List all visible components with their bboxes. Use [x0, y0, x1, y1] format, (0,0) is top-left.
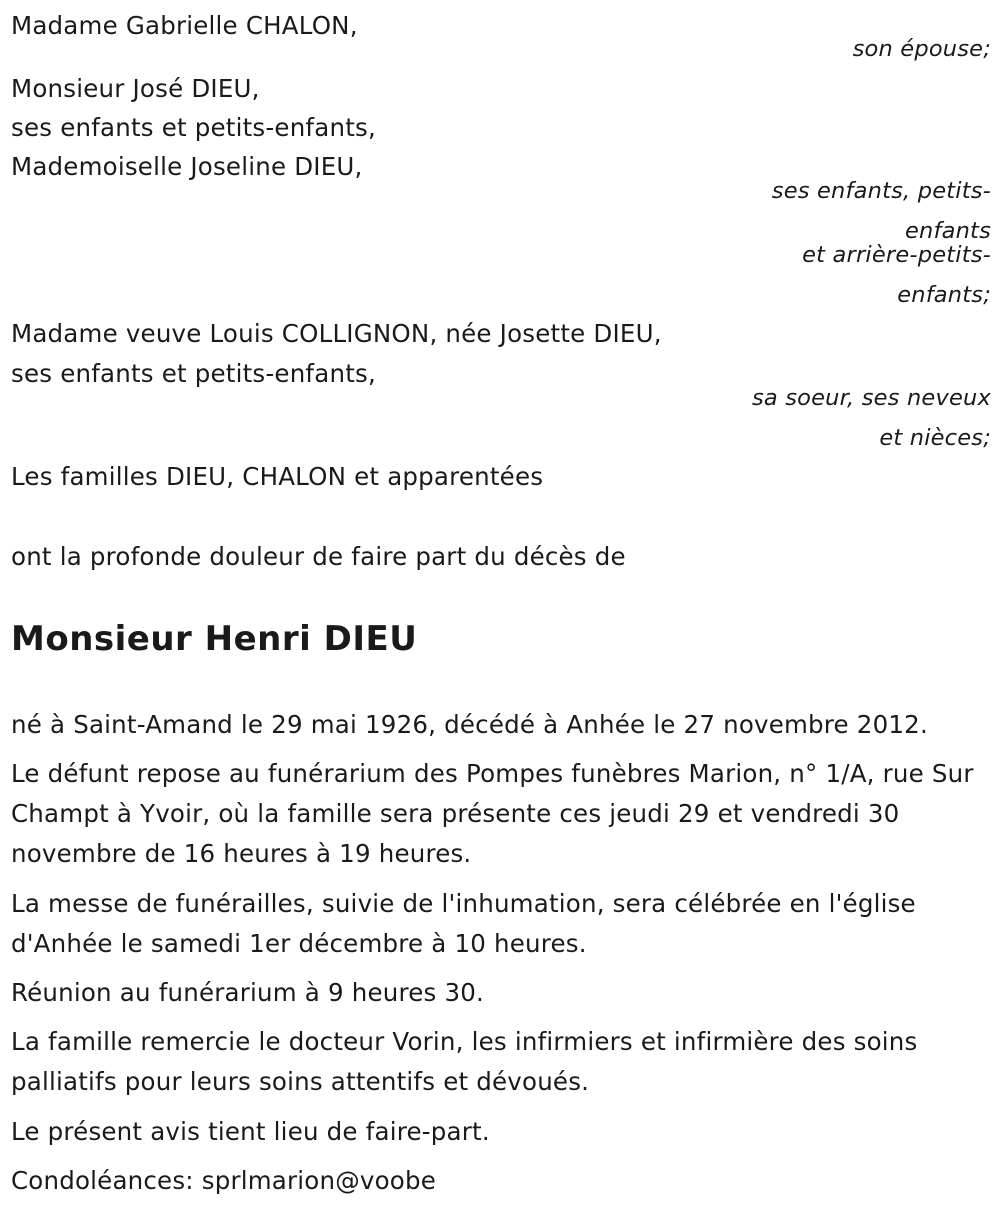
condolences-paragraph: Condoléances: sprlmarion@voobe [11, 1166, 437, 1195]
sister-name: Madame veuve Louis COLLIGNON, née Josette DIEU, [11, 319, 662, 348]
children-role-line-2: enfants [904, 218, 991, 244]
spouse-name: Madame Gabrielle CHALON, [11, 11, 358, 40]
funerarium-paragraph: Le défunt repose au funérarium des Pompes funèbres Marion, n° 1/A, rue Sur Champt à Yvoir, où la famille sera présente ces jeudi 29 et vendredi 30 novembre de 16 heures à 19 heures. [11, 759, 974, 868]
spouse-role: son épouse; [852, 36, 991, 62]
meeting-paragraph: Réunion au funérarium à 9 heures 30. [11, 978, 485, 1007]
thanks-paragraph: La famille remercie le docteur Vorin, les infirmiers et infirmière des soins palliatifs pour leurs soins attentifs et dévoués. [11, 1027, 918, 1096]
son-name: Monsieur José DIEU, [11, 74, 260, 103]
notice-paragraph: Le présent avis tient lieu de faire-part. [11, 1117, 490, 1146]
sister-role-line-2: et nièces; [879, 425, 991, 451]
deceased-name: Monsieur Henri DIEU [11, 619, 418, 659]
announcement-text: ont la profonde douleur de faire part du décès de [11, 542, 626, 571]
sister-role-line-1: sa soeur, ses neveux [751, 385, 991, 411]
children-role-line-1: ses enfants, petits- [771, 178, 991, 204]
son-children: ses enfants et petits-enfants, [11, 113, 376, 142]
birth-death-paragraph: né à Saint-Amand le 29 mai 1926, décédé à Anhée le 27 novembre 2012. [11, 710, 928, 739]
children-role-line-3: et arrière-petits- [802, 242, 991, 268]
sister-children: ses enfants et petits-enfants, [11, 359, 376, 388]
daughter-name: Mademoiselle Joseline DIEU, [11, 152, 363, 181]
families-line: Les familles DIEU, CHALON et apparentées [11, 462, 544, 491]
funeral-mass-paragraph: La messe de funérailles, suivie de l'inhumation, sera célébrée en l'église d'Anhée le samedi 1er décembre à 10 heures. [11, 889, 916, 958]
children-role-line-4: enfants; [897, 282, 991, 308]
